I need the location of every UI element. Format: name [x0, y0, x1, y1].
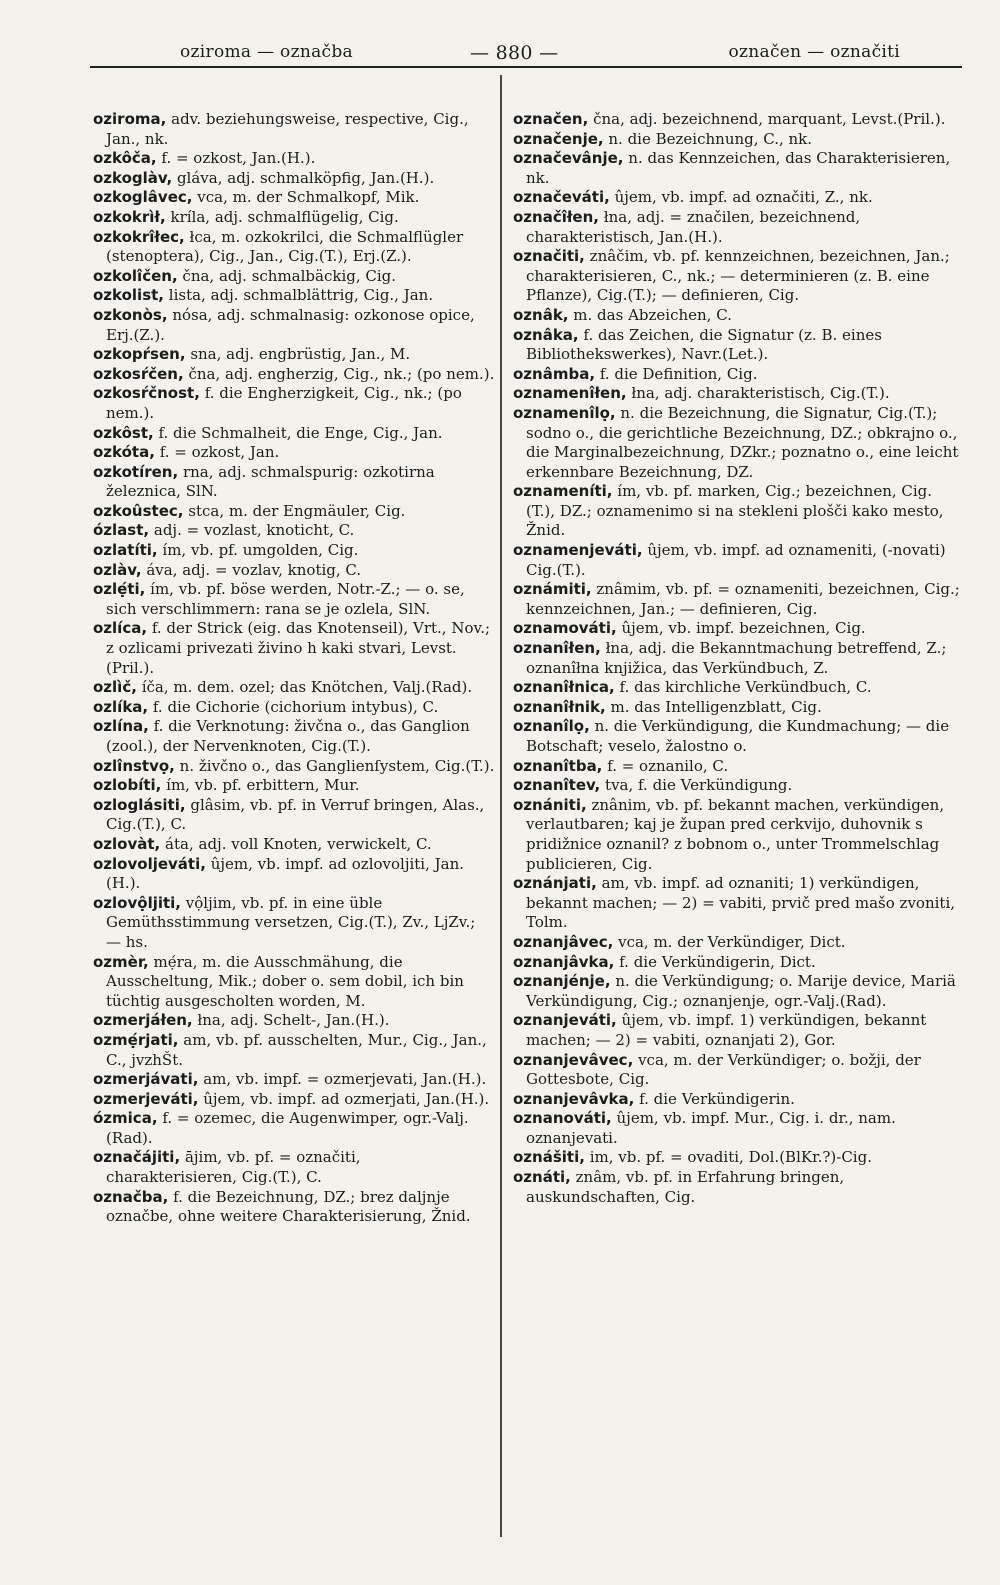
dictionary-entry — [93, 286, 495, 306]
entry-headword: oznanjeváti, — [513, 1011, 617, 1030]
dictionary-entry — [93, 169, 495, 189]
entry-headword: oznanováti, — [513, 1109, 612, 1128]
entry-headword: ozkolist, — [93, 286, 164, 305]
entry-headword: označevânje, — [513, 149, 624, 168]
entry-headword: oznamováti, — [513, 619, 617, 638]
dictionary-entry — [93, 1148, 495, 1187]
dictionary-entry — [513, 953, 960, 973]
entry-headword: oznániti, — [513, 795, 587, 814]
entry-headword: ozlovoljeváti, — [93, 854, 206, 873]
entry-definition: f. die Schmalheit, die Enge, Cig., Jan. — [158, 423, 443, 442]
entry-headword: ozkoûstec, — [93, 501, 184, 520]
entry-definition: znâm, vb. pf. in Erfahrung bringen, auskundschaften, Cig. — [526, 1168, 845, 1206]
entry-definition: tva, f. die Verkündigung. — [605, 776, 793, 795]
entry-definition: m. das Intelligenzblatt, Cig. — [610, 697, 822, 716]
entry-definition: f. die Verknotung: živčna o., das Ganglion (zool.), der Nervenknoten, Cig.(T.). — [106, 717, 470, 755]
entry-definition: čna, adj. bezeichnend, marquant, Levst.(Pril.). — [593, 110, 946, 128]
entry-definition: łna, adj. = značilen, bezeichnend, charakteristisch, Jan.(H.). — [526, 207, 861, 246]
entry-definition: am, vb. pf. ausschelten, Mur., Cig., Jan., C., jvzhŠt. — [106, 1030, 487, 1069]
entry-headword: oznanjénje, — [513, 972, 611, 991]
entry-headword: ozlína, — [93, 717, 149, 736]
entry-headword: ozkolîčen, — [93, 266, 178, 285]
dictionary-entry — [93, 267, 495, 287]
entry-headword: ozlíka, — [93, 697, 149, 716]
dictionary-entry — [513, 796, 960, 874]
entry-definition: ājim, vb. pf. = označiti, charakterisieren, Cig.(T.), C. — [106, 1148, 361, 1187]
dictionary-entry — [93, 443, 495, 463]
entry-definition: im, vb. pf. = ovaditi, Dol.(BlKr.?)-Cig. — [589, 1148, 872, 1167]
entry-definition: ím, vb. pf. erbittern, Mur. — [166, 776, 360, 795]
entry-definition: znâmim, vb. pf. = oznameniti, bezeichnen, Cig.; kennzeichnen, Jan.; — definieren, Cig. — [526, 580, 960, 618]
entry-definition: vca, m. der Verkündiger, Dict. — [618, 932, 846, 951]
entry-definition: kríla, adj. schmalflügelig, Cig. — [170, 207, 399, 226]
entry-headword: ozkokrîłec, — [93, 227, 185, 246]
entry-definition: adv. beziehungsweise, respective, Cig., Jan., nk. — [106, 110, 469, 148]
entry-definition: łna, adj. die Bekanntmachung betreffend, Z.; oznanîłna knjižica, das Verkündbuch, Z. — [526, 639, 947, 677]
entry-headword: oznâmba, — [513, 364, 596, 383]
dictionary-entry — [93, 110, 495, 149]
entry-headword: oznanîlọ, — [513, 717, 590, 736]
entry-headword: oznanjâvka, — [513, 952, 615, 971]
dictionary-entry — [93, 521, 495, 541]
dictionary-entry — [513, 110, 960, 130]
entry-definition: f. das Zeichen, die Signatur (z. B. eines Bibliothekswerkes), Navr.(Let.). — [526, 325, 882, 364]
entry-headword: oznamenîlọ, — [513, 403, 616, 422]
entry-definition: stca, m. der Engmäuler, Cig. — [188, 501, 406, 520]
entry-headword: ozkokrìł, — [93, 207, 166, 226]
entry-definition: ûjem, vb. impf. 1) verkündigen, bekannt machen; — 2) = vabiti, oznanjati 2), Gor. — [526, 1011, 927, 1049]
entry-definition: łna, adj. charakteristisch, Cig.(T.). — [631, 384, 890, 403]
dictionary-entry — [93, 953, 495, 1012]
dictionary-entry — [93, 698, 495, 718]
entry-definition: f. = ozkost, Jan.(H.). — [161, 149, 316, 168]
entry-headword: oznanîłnica, — [513, 678, 615, 697]
entry-headword: ozmerjáłen, — [93, 1011, 193, 1030]
dictionary-entry — [93, 619, 495, 678]
entry-definition: f. die Cichorie (cichorium intybus), C. — [152, 697, 439, 716]
header-rule — [90, 66, 962, 68]
entry-definition: rna, adj. schmalspurig: ozkotirna železnica, SlN. — [106, 462, 435, 501]
entry-headword: oznanîtba, — [513, 756, 603, 775]
entry-headword: ozlatíti, — [93, 541, 158, 560]
entry-definition: vca, m. der Schmalkopf, Mik. — [197, 188, 420, 207]
entry-definition: f. die Bezeichnung, DZ.; brez daljnje označbe, ohne weitere Charakterisierung, Žnid. — [106, 1187, 471, 1226]
entry-headword: ozlînstvọ, — [93, 756, 175, 775]
dictionary-entry — [93, 1109, 495, 1148]
dictionary-entry — [513, 776, 960, 796]
dictionary-entry — [513, 1168, 960, 1207]
dictionary-entry — [513, 130, 960, 150]
entry-headword: oznanîłnik, — [513, 697, 606, 716]
entry-definition: vộljim, vb. pf. in eine üble Gemüthsstimmung versetzen, Cig.(T.), Zv., LjZv.; — hs. — [106, 893, 476, 951]
entry-definition: ûjem, vb. impf. ad ozmerjati, Jan.(H.). — [203, 1089, 490, 1108]
entry-headword: oziroma, — [93, 110, 167, 128]
dictionary-entry — [93, 149, 495, 169]
entry-headword: oznanjâvec, — [513, 932, 614, 951]
dictionary-entry — [93, 757, 495, 777]
entry-definition: n. die Verkündigung, die Kundmachung; — die Botschaft; veselo, žalostno o. — [526, 717, 950, 755]
entry-headword: oznášiti, — [513, 1148, 585, 1167]
entry-headword: oznâka, — [513, 325, 579, 344]
dictionary-entry — [93, 580, 495, 619]
dictionary-entry — [93, 1188, 495, 1227]
entry-definition: ûjem, vb. impf. bezeichnen, Cig. — [621, 619, 866, 638]
dictionary-entry — [93, 228, 495, 267]
entry-headword: ózlast, — [93, 521, 150, 540]
entry-headword: ozmèr, — [93, 952, 149, 971]
dictionary-entry — [513, 933, 960, 953]
dictionary-entry — [93, 1031, 495, 1070]
entry-definition: m. das Abzeichen, C. — [573, 305, 732, 324]
dictionary-entry — [93, 188, 495, 208]
entry-headword: ozkosŕčen, — [93, 364, 184, 383]
entry-definition: nósa, adj. schmalnasig: ozkonose opice, Erj.(Z.). — [106, 305, 475, 344]
right-column — [513, 110, 960, 1207]
entry-definition: gláva, adj. schmalköpfig, Jan.(H.). — [176, 168, 435, 187]
dictionary-entry — [93, 776, 495, 796]
dictionary-entry — [93, 502, 495, 522]
dictionary-entry — [93, 717, 495, 756]
entry-definition: f. = oznanilo, C. — [607, 756, 729, 775]
dictionary-entry — [513, 326, 960, 365]
entry-headword: označiti, — [513, 247, 585, 266]
dictionary-entry — [513, 639, 960, 678]
entry-headword: oznanjevâvka, — [513, 1089, 635, 1108]
dictionary-entry — [93, 678, 495, 698]
dictionary-entry — [93, 796, 495, 835]
entry-headword: označenje, — [513, 129, 604, 148]
entry-definition: f. die Verkündigerin. — [639, 1089, 795, 1108]
entry-definition: n. die Verkündigung; o. Marije device, Mariä Verkündigung, Cig.; oznanjenje, ogr.-Valj.(Rad). — [526, 972, 956, 1010]
entry-definition: ím, vb. pf. marken, Cig.; bezeichnen, Cig.(T.), DZ.; oznamenimo si na stekleni plošči kako mesto, Žnid. — [526, 482, 944, 540]
column-divider — [500, 75, 502, 1537]
entry-definition: znâčim, vb. pf. kennzeichnen, bezeichnen, Jan.; charakterisieren, C., nk.; — determinieren (z. B. eine Pflanze), Cig.(T.); — definieren, Cig. — [526, 247, 950, 305]
dictionary-entry — [93, 365, 495, 385]
entry-headword: označájiti, — [93, 1148, 181, 1167]
entry-headword: ozlovộljiti, — [93, 893, 182, 912]
dictionary-entry — [93, 384, 495, 423]
entry-headword: oznâk, — [513, 305, 569, 324]
entry-definition: n. die Bezeichnung, die Signatur, Cig.(T.); sodno o., die gerichtliche Bezeichnung, DZ.; obkrajno o., die Marginalbezeichnung, DZkr.; poznatno o., eine leicht erkennbare Bezeichnung, DZ. — [526, 403, 959, 481]
entry-definition: łna, adj. Schelt-, Jan.(H.). — [197, 1011, 390, 1030]
entry-definition: lista, adj. schmalblättrig, Cig., Jan. — [168, 286, 434, 305]
entry-headword: ozlẹ́ti, — [93, 580, 146, 599]
entry-definition: sna, adj. engbrüstig, Jan., M. — [190, 345, 411, 364]
entry-definition: ûjem, vb. impf. ad označiti, Z., nk. — [614, 188, 873, 207]
entry-headword: ozlàv, — [93, 560, 142, 579]
left-column — [93, 110, 495, 1227]
dictionary-entry — [513, 365, 960, 385]
dictionary-entry — [93, 463, 495, 502]
entry-headword: oznámiti, — [513, 580, 592, 599]
entry-definition: f. = ozkost, Jan. — [159, 443, 280, 462]
header-left-guideword: oziroma — označba — [180, 42, 353, 62]
entry-headword: ozkopŕsen, — [93, 345, 186, 364]
dictionary-entry — [93, 561, 495, 581]
entry-definition: f. die Engherzigkeit, Cig., nk.; (po nem.). — [106, 384, 462, 422]
entry-definition: f. die Definition, Cig. — [599, 364, 758, 383]
entry-definition: čna, adj. schmalbäckig, Cig. — [182, 266, 397, 285]
entry-definition: n. živčno o., das Ganglienſystem, Cig.(T.). — [179, 756, 495, 775]
entry-definition: áva, adj. = vozlav, knotig, C. — [146, 560, 362, 579]
dictionary-entry — [93, 1090, 495, 1110]
entry-headword: ozmẹ́rjati, — [93, 1030, 179, 1049]
entry-headword: označeváti, — [513, 188, 610, 207]
dictionary-entry — [513, 149, 960, 188]
dictionary-entry — [513, 541, 960, 580]
entry-definition: čna, adj. engherzig, Cig., nk.; (po nem.). — [188, 364, 495, 383]
entry-definition: ím, vb. pf. umgolden, Cig. — [162, 541, 359, 560]
dictionary-entry — [513, 404, 960, 482]
dictionary-entry — [513, 698, 960, 718]
entry-definition: f. die Verkündigerin, Dict. — [619, 952, 816, 971]
entry-definition: f. das kirchliche Verkündbuch, C. — [619, 678, 872, 697]
dictionary-entry — [513, 1148, 960, 1168]
dictionary-entry — [93, 894, 495, 953]
dictionary-entry — [93, 306, 495, 345]
entry-headword: ozlíca, — [93, 619, 148, 638]
dictionary-entry — [513, 482, 960, 541]
entry-headword: oznamenîłen, — [513, 384, 627, 403]
dictionary-entry — [513, 580, 960, 619]
entry-headword: oznanjevâvec, — [513, 1050, 634, 1069]
dictionary-entry — [513, 247, 960, 306]
dictionary-entry — [93, 345, 495, 365]
header-right-guideword: označen — označiti — [728, 42, 900, 62]
entry-headword: ozkóta, — [93, 443, 155, 462]
entry-definition: ím, vb. pf. böse werden, Notr.-Z.; — o. se, sich verschlimmern: rana se je ozlela, SlN. — [106, 580, 465, 618]
entry-definition: am, vb. impf. ad oznaniti; 1) verkündigen, bekannt machen; — 2) = vabiti, prvič pred mašo zvoniti, Tolm. — [526, 874, 956, 932]
entry-headword: ozkoglàv, — [93, 168, 173, 187]
entry-headword: označba, — [93, 1187, 169, 1206]
entry-definition: adj. = vozlast, knoticht, C. — [153, 521, 355, 540]
entry-definition: vca, m. der Verkündiger; o. božji, der Gottesbote, Cig. — [526, 1050, 921, 1089]
entry-headword: ozkoglâvec, — [93, 188, 193, 207]
entry-definition: znânim, vb. pf. bekannt machen, verkündigen, verlautbaren; kaj je župan pred cerkvijo, duhovnik s pridižnice oznanil? z bobnom o., unter Trommelschlag publicieren, Cig. — [526, 795, 945, 873]
dictionary-entry — [93, 208, 495, 228]
entry-definition: n. das Kennzeichen, das Charakterisieren, nk. — [526, 149, 951, 187]
entry-definition: ûjem, vb. impf. Mur., Cig. i. dr., nam. oznanjevati. — [526, 1109, 896, 1147]
entry-headword: ozlìč, — [93, 678, 137, 697]
dictionary-entry — [513, 757, 960, 777]
entry-headword: oznáti, — [513, 1168, 571, 1187]
dictionary-entry — [513, 678, 960, 698]
dictionary-entry — [513, 306, 960, 326]
entry-definition: am, vb. impf. = ozmerjevati, Jan.(H.). — [203, 1070, 487, 1089]
entry-headword: oznánjati, — [513, 874, 597, 893]
dictionary-entry — [513, 874, 960, 933]
entry-headword: ozkôča, — [93, 149, 157, 168]
entry-headword: oznanîłen, — [513, 639, 601, 658]
dictionary-entry — [513, 1109, 960, 1148]
entry-headword: ózmica, — [93, 1109, 158, 1128]
dictionary-entry — [513, 619, 960, 639]
entry-definition: n. die Bezeichnung, C., nk. — [608, 129, 813, 148]
entry-headword: ozmerjeváti, — [93, 1089, 199, 1108]
entry-definition: łca, m. ozkokrilci, die Schmalflügler (stenoptera), Cig., Jan., Cig.(T.), Erj.(Z.). — [106, 227, 464, 266]
entry-headword: ozlovàt, — [93, 834, 161, 853]
entry-definition: mẹ́ra, m. die Ausschmähung, die Ausscheltung, Mik.; dober o. sem dobil, ich bin tüchtig ausgescholten worden, M. — [106, 952, 464, 1010]
dictionary-entry — [513, 188, 960, 208]
dictionary-entry — [513, 717, 960, 756]
dictionary-entry — [513, 384, 960, 404]
entry-definition: áta, adj. voll Knoten, verwickelt, C. — [165, 834, 432, 853]
dictionary-entry — [93, 1011, 495, 1031]
dictionary-entry — [93, 835, 495, 855]
entry-definition: íča, m. dem. ozel; das Knötchen, Valj.(Rad). — [141, 678, 473, 697]
entry-headword: ozkonòs, — [93, 305, 168, 324]
entry-definition: f. = ozemec, die Augenwimper, ogr.-Valj.(Rad). — [106, 1109, 469, 1147]
dictionary-entry — [93, 424, 495, 444]
entry-definition: f. der Strick (eig. das Knotenseil), Vrt., Nov.; z ozlicami privezati živino h kaki stvari, Levst.(Pril.). — [106, 619, 491, 677]
dictionary-entry — [513, 208, 960, 247]
dictionary-entry — [93, 1070, 495, 1090]
entry-headword: označîłen, — [513, 207, 599, 226]
entry-headword: oznameníti, — [513, 482, 613, 501]
entry-definition: ûjem, vb. impf. ad oznameniti, (-novati) Cig.(T.). — [526, 541, 946, 579]
dictionary-entry — [93, 855, 495, 894]
entry-headword: oznamenjeváti, — [513, 541, 643, 560]
entry-headword: ozkosŕčnost, — [93, 384, 200, 403]
entry-headword: označen, — [513, 110, 589, 128]
entry-definition: ûjem, vb. impf. ad ozlovoljiti, Jan.(H.). — [106, 854, 465, 893]
entry-headword: oznanîtev, — [513, 776, 601, 795]
dictionary-entry — [513, 1090, 960, 1110]
entry-headword: ozkotíren, — [93, 462, 179, 481]
entry-headword: ozloglásiti, — [93, 795, 186, 814]
entry-definition: glâsim, vb. pf. in Verruf bringen, Alas., Cig.(T.), C. — [106, 795, 485, 834]
dictionary-entry — [93, 541, 495, 561]
dictionary-entry — [513, 972, 960, 1011]
dictionary-entry — [513, 1051, 960, 1090]
page-number: — 880 — — [470, 42, 559, 64]
entry-headword: ozmerjávati, — [93, 1070, 199, 1089]
entry-headword: ozkôst, — [93, 423, 154, 442]
entry-headword: ozlobíti, — [93, 776, 162, 795]
dictionary-entry — [513, 1011, 960, 1050]
